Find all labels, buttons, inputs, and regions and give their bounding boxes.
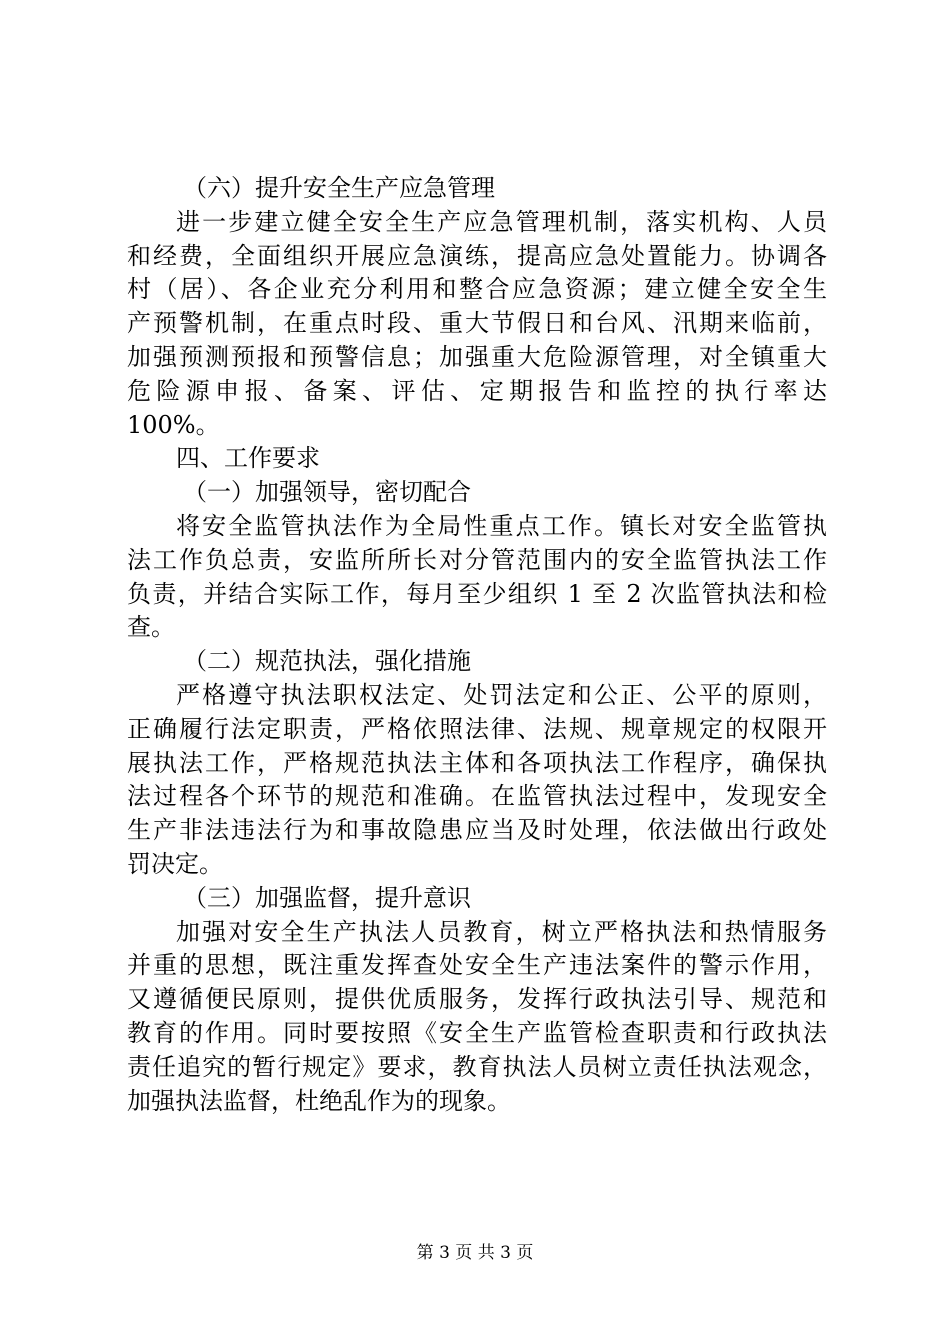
section-heading: （二）规范执法，强化措施 xyxy=(183,647,471,676)
section-heading: （一）加强领导，密切配合 xyxy=(183,478,471,507)
paragraph-line: 村（居）、各企业充分利用和整合应急资源；建立健全安全生 xyxy=(127,275,827,304)
paragraph-line: 加强对安全生产执法人员教育，树立严格执法和热情服务 xyxy=(176,917,827,946)
paragraph-line: 100%。 xyxy=(127,410,220,439)
section-heading: （三）加强监督，提升意识 xyxy=(183,883,471,912)
paragraph-line: 产预警机制，在重点时段、重大节假日和台风、汛期来临前， xyxy=(127,309,827,338)
paragraph-line: 加强预测预报和预警信息；加强重大危险源管理，对全镇重大 xyxy=(127,342,827,371)
paragraph-line: 教育的作用。同时要按照《安全生产监管检查职责和行政执法 xyxy=(127,1018,827,1047)
paragraph-line: 严格遵守执法职权法定、处罚法定和公正、公平的原则， xyxy=(176,680,827,709)
paragraph-line: 正确履行法定职责，严格依照法律、法规、规章规定的权限开 xyxy=(127,714,827,743)
section-heading: 四、工作要求 xyxy=(176,444,320,473)
paragraph-line: 生产非法违法行为和事故隐患应当及时处理，依法做出行政处 xyxy=(127,816,827,845)
paragraph-line: 又遵循便民原则，提供优质服务，发挥行政执法引导、规范和 xyxy=(127,985,827,1014)
section-heading: （六）提升安全生产应急管理 xyxy=(183,174,495,202)
paragraph-line: 和经费，全面组织开展应急演练，提高应急处置能力。协调各 xyxy=(127,241,827,270)
paragraph-line: 加强执法监督，杜绝乱作为的现象。 xyxy=(127,1086,511,1115)
page-footer: 第 3 页 共 3 页 xyxy=(416,1243,534,1263)
paragraph-line: 进一步建立健全安全生产应急管理机制，落实机构、人员 xyxy=(176,207,827,236)
paragraph-line: 责任追究的暂行规定》要求，教育执法人员树立责任执法观念， xyxy=(127,1052,827,1081)
paragraph-line: 法过程各个环节的规范和准确。在监管执法过程中，发现安全 xyxy=(127,782,827,811)
paragraph-line: 展执法工作，严格规范执法主体和各项执法工作程序，确保执 xyxy=(127,748,827,777)
document-body xyxy=(127,172,827,1118)
paragraph-line: 罚决定。 xyxy=(127,849,223,878)
paragraph-line: 将安全监管执法作为全局性重点工作。镇长对安全监管执 xyxy=(176,511,827,540)
paragraph-line: 法工作负总责，安监所所长对分管范围内的安全监管执法工作 xyxy=(127,545,827,574)
paragraph-line: 查。 xyxy=(127,613,175,642)
paragraph-line: 并重的思想，既注重发挥查处安全生产违法案件的警示作用， xyxy=(127,951,827,980)
paragraph-line: 负责，并结合实际工作，每月至少组织 1 至 2 次监管执法和检 xyxy=(127,579,827,608)
paragraph-line: 危险源申报、备案、评估、定期报告和监控的执行率达 xyxy=(127,376,827,405)
